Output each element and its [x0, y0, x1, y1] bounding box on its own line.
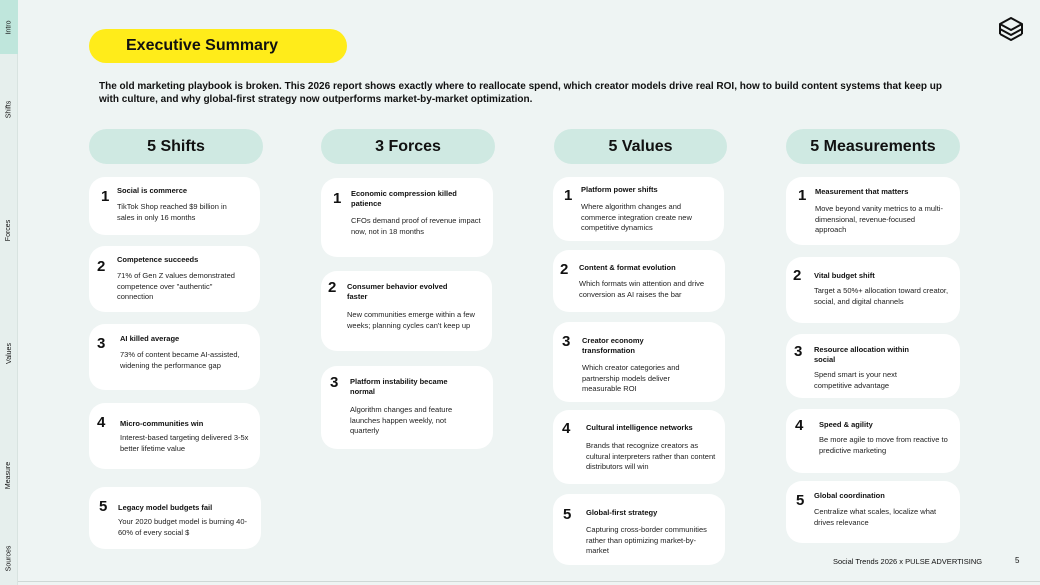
- item-title: Micro-communities win: [120, 419, 204, 428]
- item-description: Where algorithm changes and commerce integration create new competitive dynamics: [581, 202, 692, 232]
- nav-tab-forces[interactable]: [0, 205, 18, 255]
- value-card: [553, 410, 725, 484]
- section-sidebar: [0, 0, 18, 585]
- nav-tab-shifts[interactable]: [0, 85, 18, 133]
- item-title: Platform power shifts: [581, 185, 658, 194]
- column-header-values: 5 Values: [554, 129, 727, 164]
- item-number: 3: [330, 374, 339, 391]
- item-title: Economic compression killed patience: [351, 189, 457, 208]
- value-card: [553, 250, 725, 312]
- item-description: Centralize what scales, localize what drives relevance: [814, 507, 937, 527]
- item-number: 5: [563, 506, 572, 523]
- divider: [18, 581, 1040, 582]
- item-description: Target a 50%+ allocation toward creator, social, and digital channels: [814, 286, 949, 306]
- measurement-card: [786, 257, 960, 323]
- item-title: AI killed average: [120, 334, 180, 343]
- nav-tab-values[interactable]: [0, 330, 18, 376]
- item-title: Measurement that matters: [815, 187, 909, 196]
- nav-tab-measure[interactable]: [0, 450, 18, 500]
- measurement-card: [786, 409, 960, 473]
- item-description: Interest-based targeting delivered 3-5x better lifetime value: [120, 433, 249, 453]
- force-card: [321, 366, 493, 449]
- item-description: 71% of Gen Z values demonstrated competence over "authentic" connection: [117, 271, 235, 301]
- nav-tab-intro[interactable]: [0, 0, 18, 54]
- item-description: Be more agile to move from reactive to predictive marketing: [819, 435, 948, 455]
- value-card: [553, 177, 724, 241]
- item-title: Speed & agility: [819, 420, 873, 429]
- item-title: Cultural intelligence networks: [586, 423, 693, 432]
- item-number: 4: [795, 417, 804, 434]
- item-title: Content & format evolution: [579, 263, 676, 272]
- item-title: Resource allocation within social: [814, 345, 910, 364]
- item-description: Capturing cross-border communities rather than optimizing market-by-market: [586, 525, 707, 555]
- item-title: Vital budget shift: [814, 271, 875, 280]
- nav-tab-label: Shifts: [5, 100, 13, 118]
- shift-card: [89, 246, 260, 312]
- title-pill: [89, 29, 347, 63]
- item-number: 1: [333, 190, 342, 207]
- item-description: CFOs demand proof of revenue impact now, not in 18 months: [351, 216, 481, 236]
- item-number: 5: [99, 498, 108, 515]
- item-title: Platform instability became normal: [350, 377, 448, 396]
- column-header-measurements: 5 Measurements: [786, 129, 960, 164]
- item-description: Algorithm changes and feature launches happen weekly, not quarterly: [350, 405, 453, 435]
- measurement-card: [786, 177, 960, 245]
- item-description: Move beyond vanity metrics to a multi-dimensional, revenue-focused approach: [815, 204, 943, 234]
- column-header-shifts: 5 Shifts: [89, 129, 263, 164]
- footer-text: Social Trends 2026 x PULSE ADVERTISING: [833, 557, 983, 566]
- item-number: 4: [562, 420, 571, 437]
- item-number: 2: [560, 261, 569, 278]
- item-description: Which creator categories and partnership models deliver measurable ROI: [582, 363, 680, 393]
- page-title: Executive Summary: [126, 37, 279, 54]
- nav-tab-label: Intro: [5, 19, 13, 35]
- intro-paragraph: The old marketing playbook is broken. This 2026 report shows exactly where to reallocate spend, which creator models drive real ROI, how to build content systems that keep up with culture, and why global-first strategy now outperforms market-by-market optimization.: [99, 81, 942, 105]
- item-description: Spend smart is your next competitive advantage: [814, 370, 897, 390]
- nav-tab-label: Forces: [5, 219, 13, 241]
- shift-card: [89, 177, 260, 235]
- nav-tab-label: Measure: [5, 461, 13, 489]
- item-number: 1: [101, 188, 110, 205]
- item-title: Consumer behavior evolved faster: [347, 282, 448, 301]
- item-number: 2: [97, 258, 106, 275]
- item-number: 3: [97, 335, 106, 352]
- item-number: 1: [798, 187, 807, 204]
- item-number: 2: [793, 267, 802, 284]
- item-title: Global-first strategy: [586, 508, 658, 517]
- column-header-forces: 3 Forces: [321, 129, 495, 164]
- measurement-card: [786, 334, 960, 398]
- page-number: 5: [1015, 556, 1020, 565]
- item-description: TikTok Shop reached $9 billion in sales in only 16 months: [117, 202, 227, 222]
- item-title: Legacy model budgets fail: [118, 503, 213, 512]
- shift-card: [89, 403, 260, 469]
- item-description: 73% of content became AI-assisted, widening the performance gap: [120, 350, 240, 370]
- item-description: Your 2020 budget model is burning 40-60% of every social $: [118, 517, 247, 537]
- value-card: [553, 494, 725, 565]
- item-description: Brands that recognize creators as cultural interpreters rather than content distributors will win: [586, 441, 716, 471]
- item-title: Creator economy transformation: [582, 336, 644, 355]
- nav-tab-sources[interactable]: [0, 535, 18, 581]
- measurement-card: [786, 481, 960, 543]
- item-number: 1: [564, 187, 573, 204]
- shift-card: [89, 487, 261, 549]
- item-title: Social is commerce: [117, 186, 188, 195]
- item-description: New communities emerge within a few weeks; planning cycles can't keep up: [347, 310, 475, 330]
- nav-tab-label: Values: [5, 342, 13, 364]
- item-number: 5: [796, 492, 805, 509]
- force-card: [321, 178, 493, 257]
- item-number: 4: [97, 414, 106, 431]
- shift-card: [89, 324, 260, 390]
- force-card: [321, 271, 492, 351]
- value-card: [553, 322, 725, 402]
- item-number: 3: [794, 343, 803, 360]
- nav-tab-label: Sources: [5, 545, 13, 571]
- item-title: Competence succeeds: [117, 255, 199, 264]
- item-description: Which formats win attention and drive conversion as AI raises the bar: [579, 279, 705, 299]
- stacked-layers-icon: [998, 16, 1024, 44]
- item-number: 2: [328, 279, 337, 296]
- item-title: Global coordination: [814, 491, 885, 500]
- item-number: 3: [562, 333, 571, 350]
